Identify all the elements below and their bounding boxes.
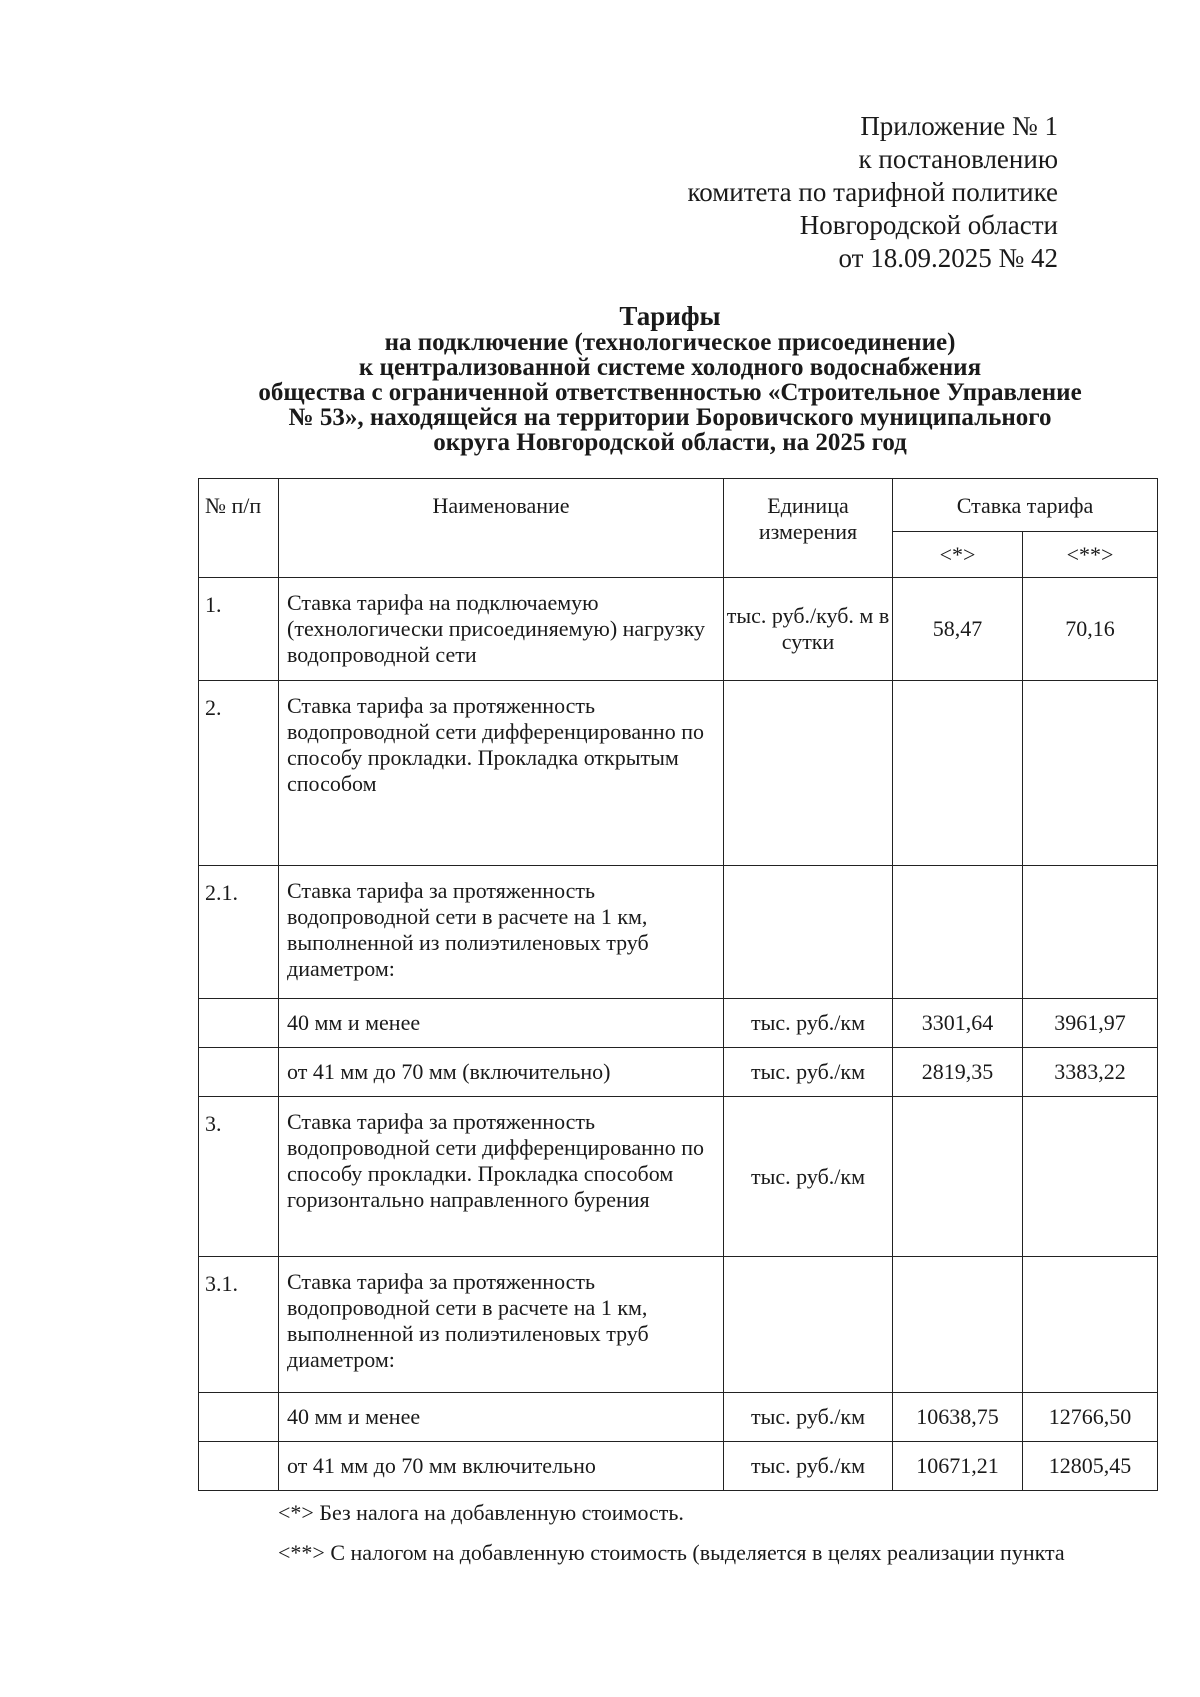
row-value-vat: 12766,50: [1023, 1393, 1158, 1442]
row-num: 3.: [199, 1097, 279, 1257]
row-unit: [724, 866, 893, 999]
row-num: 1.: [199, 578, 279, 681]
title-line: на подключение (технологическое присоединение): [384, 329, 956, 356]
footnote-vat: <**> С налогом на добавленную стоимость (выделяется в целях реализации пункта: [278, 1540, 1065, 1565]
header-num: № п/п: [199, 479, 279, 578]
row-name: Ставка тарифа за протяженность водопроводной сети дифференцированно по способу прокладки. Прокладка способом горизонтально направленного бурения: [279, 1097, 724, 1257]
row-num: 3.1.: [199, 1257, 279, 1393]
row-name: Ставка тарифа на подключаемую (технологически присоединяемую) нагрузку водопроводной сети: [279, 578, 724, 681]
table-row: [199, 1257, 1158, 1393]
title-main: Тарифы: [619, 301, 721, 331]
row-unit: тыс. руб./км: [724, 1442, 893, 1491]
table-row: [199, 1442, 1158, 1491]
row-num: [199, 1048, 279, 1097]
appendix-date-line: от 18.09.2025 № 42: [838, 243, 1058, 273]
row-unit: тыс. руб./км: [724, 999, 893, 1048]
row-name: Ставка тарифа за протяженность водопроводной сети дифференцированно по способу прокладки. Прокладка открытым способом: [279, 681, 724, 866]
appendix-header: [687, 110, 1058, 275]
row-name: от 41 мм до 70 мм (включительно): [279, 1048, 724, 1097]
table-row: [199, 866, 1158, 999]
row-unit: тыс. руб./км: [724, 1048, 893, 1097]
title-line: общества с ограниченной ответственностью «Строительное Управление: [258, 379, 1082, 406]
appendix-line: комитета по тарифной политике: [687, 177, 1058, 207]
table-row: [199, 1393, 1158, 1442]
header-unit: Единица измерения: [724, 479, 893, 578]
appendix-line: Новгородской области: [799, 210, 1058, 240]
row-value-no-vat: [893, 866, 1023, 999]
title-line: № 53», находящейся на территории Боровичского муниципального: [288, 404, 1052, 431]
table-row: [199, 999, 1158, 1048]
row-value-no-vat: 58,47: [893, 578, 1023, 681]
footnote-no-vat: <*> Без налога на добавленную стоимость.: [278, 1500, 684, 1525]
row-name: от 41 мм до 70 мм включительно: [279, 1442, 724, 1491]
row-value-no-vat: 10671,21: [893, 1442, 1023, 1491]
row-value-no-vat: 2819,35: [893, 1048, 1023, 1097]
tariff-table: [198, 478, 1158, 1491]
row-value-no-vat: [893, 1097, 1023, 1257]
title-line: округа Новгородской области, на 2025 год: [433, 429, 907, 456]
row-num: [199, 1393, 279, 1442]
footnotes: [278, 1500, 1065, 1580]
table-row: [199, 1048, 1158, 1097]
table-row: [199, 578, 1158, 681]
row-num: [199, 999, 279, 1048]
row-value-vat: [1023, 866, 1158, 999]
row-value-vat: 70,16: [1023, 578, 1158, 681]
row-unit: тыс. руб./куб. м в сутки: [724, 578, 893, 681]
row-unit: тыс. руб./км: [724, 1393, 893, 1442]
table-row: [199, 1097, 1158, 1257]
row-unit: [724, 1257, 893, 1393]
title-line: к централизованной системе холодного водоснабжения: [358, 354, 982, 381]
appendix-line: Приложение № 1: [860, 111, 1058, 141]
row-value-vat: 3961,97: [1023, 999, 1158, 1048]
row-name: Ставка тарифа за протяженность водопроводной сети в расчете на 1 км, выполненной из полиэтиленовых труб диаметром:: [279, 866, 724, 999]
row-value-vat: [1023, 1097, 1158, 1257]
row-value-no-vat: 3301,64: [893, 999, 1023, 1048]
header-rate-vat: <**>: [1023, 532, 1158, 578]
row-name: Ставка тарифа за протяженность водопроводной сети в расчете на 1 км, выполненной из полиэтиленовых труб диаметром:: [279, 1257, 724, 1393]
row-unit: тыс. руб./км: [724, 1097, 893, 1257]
header-name: Наименование: [279, 479, 724, 578]
row-value-no-vat: 10638,75: [893, 1393, 1023, 1442]
table-row: [199, 681, 1158, 866]
row-num: 2.1.: [199, 866, 279, 999]
header-rate-no-vat: <*>: [893, 532, 1023, 578]
row-name: 40 мм и менее: [279, 1393, 724, 1442]
appendix-line: к постановлению: [858, 144, 1058, 174]
row-num: 2.: [199, 681, 279, 866]
row-value-vat: [1023, 1257, 1158, 1393]
document-title: [190, 302, 1150, 455]
table-header-row: [199, 479, 1158, 532]
row-value-vat: [1023, 681, 1158, 866]
row-value-no-vat: [893, 1257, 1023, 1393]
row-value-vat: 3383,22: [1023, 1048, 1158, 1097]
header-rate: Ставка тарифа: [893, 479, 1158, 532]
row-name: 40 мм и менее: [279, 999, 724, 1048]
row-unit: [724, 681, 893, 866]
row-value-vat: 12805,45: [1023, 1442, 1158, 1491]
row-num: [199, 1442, 279, 1491]
row-value-no-vat: [893, 681, 1023, 866]
